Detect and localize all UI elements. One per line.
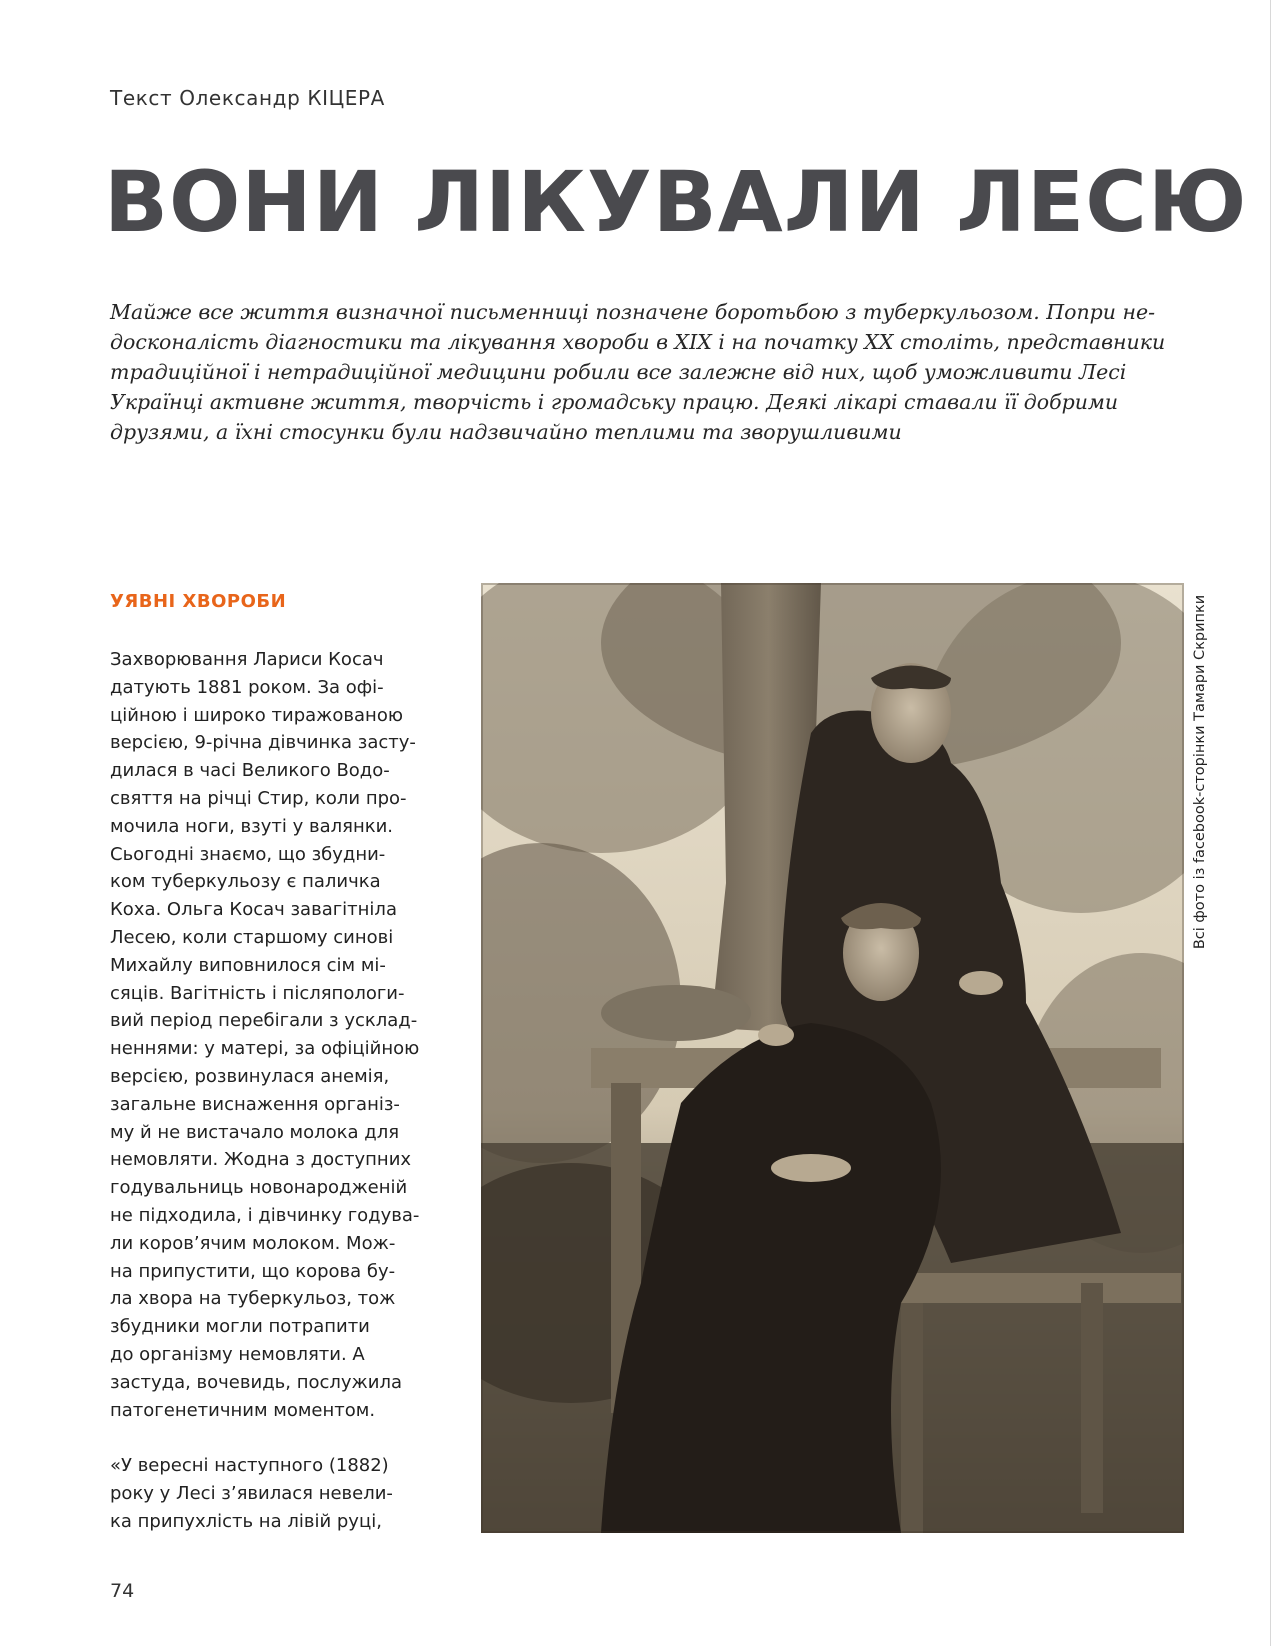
text-line: версією, розвинулася анемія, <box>110 1065 390 1087</box>
page-edge-rule <box>1270 0 1271 1646</box>
lead-line: Українці активне життя, творчість і громадську працю. Деякі лікарі ставали її добрими <box>110 390 1119 414</box>
text-line: ка припухлість на лівій руці, <box>110 1510 382 1532</box>
text-line: Сьогодні знаємо, що збудни- <box>110 843 386 865</box>
archival-photo <box>481 583 1184 1533</box>
text-line: ком туберкульозу є паличка <box>110 871 381 893</box>
text-line: немовляти. Жодна з доступних <box>110 1149 412 1171</box>
text-line: вий період перебігали з усклад- <box>110 1010 418 1032</box>
text-line: застуда, вочевидь, послужила <box>110 1371 402 1393</box>
lead-line: друзями, а їхні стосунки були надзвичайно теплими та зворушливими <box>110 420 902 444</box>
paragraph-2 <box>110 1452 440 1535</box>
text-line: Михайлу виповнилося сім мі- <box>110 954 386 976</box>
text-line: мочила ноги, взуті у валянки. <box>110 815 394 837</box>
text-line: му й не вистачало молока для <box>110 1121 400 1143</box>
text-line: на припустити, що корова бу- <box>110 1260 396 1282</box>
text-line: ла хвора на туберкульоз, тож <box>110 1288 396 1310</box>
text-line: Захворювання Лариси Косач <box>110 649 384 670</box>
text-line: Коха. Ольга Косач завагітніла <box>110 899 397 921</box>
text-line: ційною і широко тиражованою <box>110 704 403 726</box>
photo-credit-text: Всі фото із facebook-сторінки Тамари Скрипки <box>1192 594 1208 950</box>
paragraph-gap <box>110 1424 440 1452</box>
text-line: Лесею, коли старшому синові <box>110 926 394 948</box>
text-line: ли коров’ячим молоком. Мож- <box>110 1232 396 1254</box>
lead-line: досконалість діагностики та лікування хвороби в XIX і на початку XX століть, представники <box>110 330 1166 354</box>
text-line: загальне виснаження організ- <box>110 1093 400 1115</box>
section-heading: УЯВНІ ХВОРОБИ <box>110 591 287 612</box>
body-column <box>110 646 440 1536</box>
lead-line: традиційної і нетрадиційної медицини робили все залежне від них, щоб уможливити Лесі <box>110 360 1127 384</box>
text-line: патогенетичним моментом. <box>110 1399 376 1421</box>
byline: Текст Олександр КІЦЕРА <box>110 86 385 110</box>
photo-credit <box>1187 583 1213 961</box>
page-number: 74 <box>110 1580 135 1602</box>
article-title: ВОНИ ЛІКУВАЛИ ЛЕСЮ <box>104 153 1248 251</box>
text-line: дилася в часі Великого Водо- <box>110 760 390 782</box>
text-line: годувальниць новонародженій <box>110 1177 408 1199</box>
text-line: не підходила, і дівчинку годува- <box>110 1204 420 1226</box>
text-line: сяців. Вагітність і післяпологи- <box>110 982 405 1004</box>
lead-line: Майже все життя визначної письменниці позначене боротьбою з туберкульозом. Попри не- <box>110 300 1156 324</box>
text-line: датують 1881 роком. За офі- <box>110 676 384 698</box>
text-line: версією, 9-річна дівчинка засту- <box>110 732 416 754</box>
text-line: збудники могли потрапити <box>110 1316 370 1338</box>
text-line: «У вересні наступного (1882) <box>110 1455 389 1477</box>
text-line: свяття на річці Стир, коли про- <box>110 787 407 809</box>
text-line: до організму немовляти. А <box>110 1343 365 1365</box>
lead-paragraph <box>110 297 1166 447</box>
paragraph-1 <box>110 646 440 1424</box>
text-line: року у Лесі з’явилася невели- <box>110 1482 393 1504</box>
text-line: неннями: у матері, за офіційною <box>110 1038 420 1060</box>
